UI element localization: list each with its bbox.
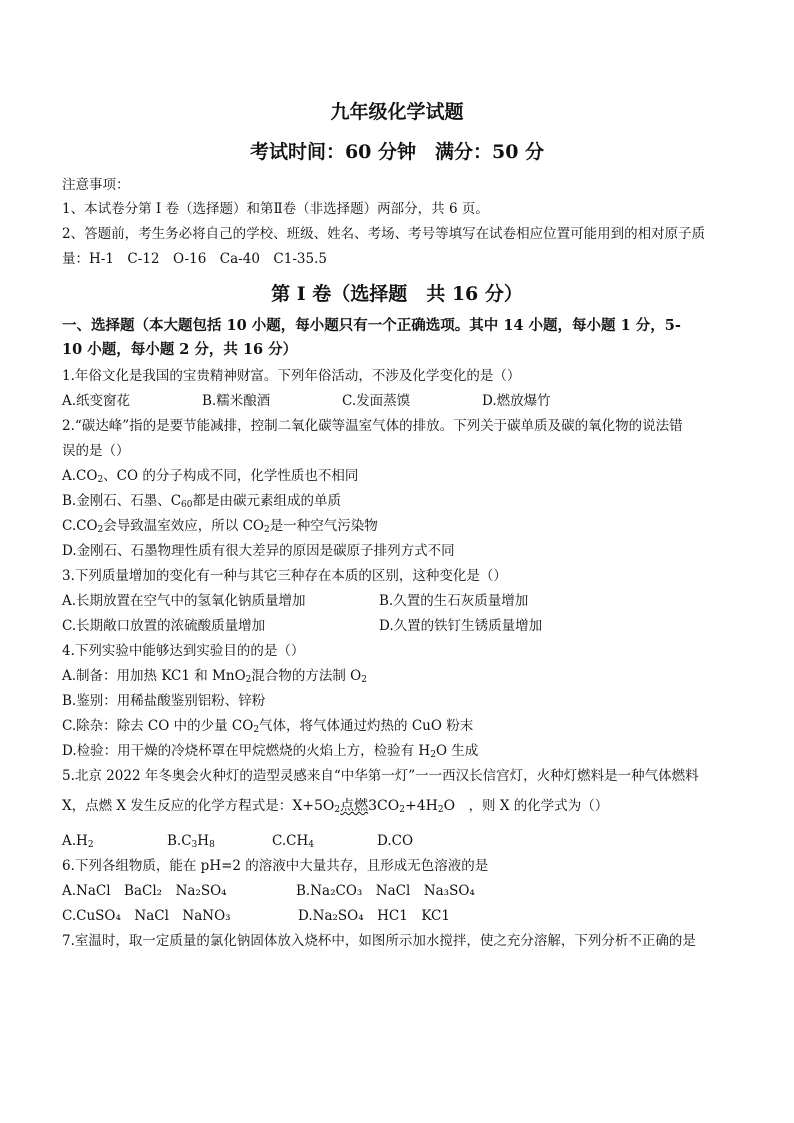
chemical-equation: $X+5O_2$点燃$3CO_2+4H_2O$: [292, 798, 456, 815]
exam-time-score: 考试时间：60 分钟 满分：50 分: [249, 141, 545, 163]
question-5-option-d: D.CO: [377, 833, 414, 849]
question-3-option-d: D.久置的铁钉生锈质量增加: [379, 618, 543, 634]
question-5-options: [62, 831, 482, 851]
section-instructions-cont: 10 小题，每小题 2 分，共 16 分）: [62, 341, 298, 358]
question-1-option-c: C.发面蒸馍: [342, 393, 411, 409]
section-title: 第 I 卷（选择题 共 16 分）: [271, 283, 523, 305]
notes-heading: 注意事项：: [62, 177, 130, 193]
note-item-2: 2、答题前，考生务必将自己的学校、班级、姓名、考场、考号等填写在试卷相应位置可能用到的相对原子质: [62, 226, 706, 242]
question-6-stem: 6.下列各组物质，能在 pH=2 的溶液中大量共存，且形成无色溶液的是: [62, 858, 489, 874]
note-item-1: 1、本试卷分第 I 卷（选择题）和第Ⅱ卷（非选择题）两部分，共 6 页。: [62, 201, 489, 217]
question-3-option-a: A.长期放置在空气中的氢氧化钠质量增加: [62, 593, 306, 609]
question-7-stem: 7.室温时，取一定质量的氯化钠固体放入烧杯中，如图所示加水搅拌，使之充分溶解，下列分析不正确的是: [62, 933, 696, 949]
question-4-option-d: D.检验：用干燥的冷烧杯罩在甲烷燃烧的火焰上方，检验有 $H_2O$ 生成: [62, 743, 479, 760]
question-4-option-c: C.除杂：除去 CO 中的少量 $CO_2$气体，将气体通过灼热的 CuO 粉末: [62, 718, 474, 735]
question-2-option-c: $C.CO_2$会导致温室效应，所以 $CO_2$是一种空气污染物: [62, 518, 378, 535]
question-6-option-a: A.NaCl BaCl₂ Na₂SO₄: [62, 883, 227, 899]
question-5-option-a: $A.H_2$: [62, 833, 94, 850]
note-item-2-cont: 量：H-1 C-12 O-16 Ca-40 C1-35.5: [62, 251, 327, 267]
question-5-option-b: $B.C_3H_8$: [167, 833, 215, 850]
question-6-option-b: B.Na₂CO₃ NaCl Na₃SO₄: [296, 883, 475, 899]
question-3-option-c: C.长期敞口放置的浓硫酸质量增加: [62, 618, 266, 634]
question-1-option-d: D.燃放爆竹: [482, 393, 551, 409]
question-4-option-a: A.制备：用加热 KC1 和 MnO$_2$混合物的方法制 $O_2$: [62, 668, 367, 685]
question-1-stem: 1.年俗文化是我国的宝贵精神财富。下列年俗活动，不涉及化学变化的是（）: [62, 368, 521, 384]
question-6-option-c: C.CuSO₄ NaCl NaNO₃: [62, 908, 231, 924]
question-2-option-b: B.金刚石、石墨、$C_{60}$都是由碳元素组成的单质: [62, 493, 341, 510]
question-2-option-d: D.金刚石、石墨物理性质有很大差异的原因是碳原子排列方式不同: [62, 543, 455, 559]
question-6-option-d: D.Na₂SO₄ HC1 KC1: [298, 908, 450, 924]
question-3-stem: 3.下列质量增加的变化有一种与其它三种存在本质的区别，这种变化是（）: [62, 568, 507, 584]
question-5-option-c: $C.CH_4$: [272, 833, 314, 850]
question-5-stem: 5.北京 2022 年冬奥会火种灯的造型灵感来自“中华第一灯”一一西汉长信宫灯，火种灯燃料是一种气体燃料: [62, 768, 699, 784]
question-2-option-a: $A.CO_2$、CO 的分子构成不同，化学性质也不相同: [62, 468, 359, 485]
question-1-options: [62, 391, 622, 411]
exam-title: 九年级化学试题: [330, 101, 464, 123]
question-3-option-b: B.久置的生石灰质量增加: [379, 593, 529, 609]
question-4-option-b: B.鉴别：用稀盐酸鉴别铝粉、锌粉: [62, 693, 266, 709]
question-1-option-b: B.糯米酿酒: [202, 393, 271, 409]
question-4-stem: 4.下列实验中能够达到实验目的的是（）: [62, 643, 305, 659]
question-2-stem-cont: 误的是（）: [62, 443, 130, 459]
section-instructions: 一、选择题（本大题包括 10 小题，每小题只有一个正确选项。其中 14 小题，每小题 1 分，5-: [62, 317, 681, 334]
question-5-stem-cont: X，点燃 X 发生反应的化学方程式是：$X+5O_2$点燃$3CO_2+4H_2O$ ，则 X 的化学式为（）: [62, 798, 609, 815]
question-2-stem: 2.“碳达峰”指的是要节能减排，控制二氧化碳等温室气体的排放。下列关于碳单质及碳的氧化物的说法错: [62, 418, 683, 434]
question-1-option-a: A.纸变窗花: [62, 393, 131, 409]
